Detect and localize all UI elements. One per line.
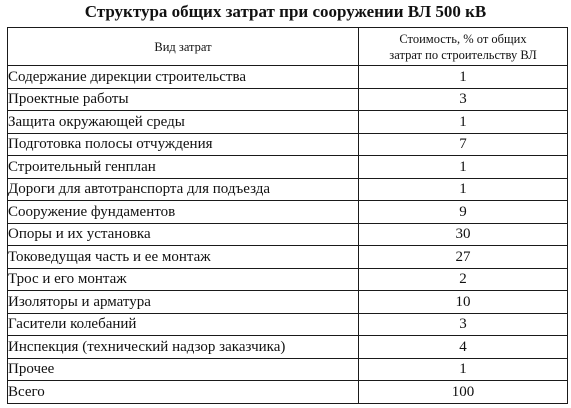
row-value: 7 <box>359 133 568 156</box>
row-value: 1 <box>359 156 568 179</box>
row-value: 1 <box>359 111 568 134</box>
table-row <box>8 223 568 246</box>
row-name: Трос и его монтаж <box>8 268 359 291</box>
table-row <box>8 291 568 314</box>
table-row <box>8 178 568 201</box>
row-name: Строительный генплан <box>8 156 359 179</box>
row-name: Изоляторы и арматура <box>8 291 359 314</box>
row-name: Содержание дирекции строительства <box>8 66 359 89</box>
header-cost-percent-line2: затрат по строительству ВЛ <box>389 47 537 62</box>
table-row <box>8 133 568 156</box>
table-row <box>8 88 568 111</box>
table-row <box>8 358 568 381</box>
row-name: Опоры и их установка <box>8 223 359 246</box>
row-value: 3 <box>359 313 568 336</box>
row-name: Защита окружающей среды <box>8 111 359 134</box>
row-value: 1 <box>359 66 568 89</box>
cost-structure-table <box>7 27 568 404</box>
row-value: 27 <box>359 246 568 269</box>
row-value: 1 <box>359 358 568 381</box>
row-name: Гасители колебаний <box>8 313 359 336</box>
row-name: Токоведущая часть и ее монтаж <box>8 246 359 269</box>
row-name: Проектные работы <box>8 88 359 111</box>
row-value: 9 <box>359 201 568 224</box>
total-value: 100 <box>359 381 568 404</box>
row-name: Дороги для автотранспорта для подъезда <box>8 178 359 201</box>
table-title: Структура общих затрат при сооружении ВЛ 500 кВ <box>84 2 487 21</box>
row-name: Сооружение фундаментов <box>8 201 359 224</box>
total-label: Всего <box>8 381 359 404</box>
table-row <box>8 313 568 336</box>
row-value: 30 <box>359 223 568 246</box>
header-cost-percent <box>359 28 568 66</box>
row-value: 10 <box>359 291 568 314</box>
row-value: 3 <box>359 88 568 111</box>
row-name: Подготовка полосы отчуждения <box>8 133 359 156</box>
header-row <box>8 28 568 66</box>
row-value: 2 <box>359 268 568 291</box>
header-cost-percent-line1: Стоимость, % от общих <box>399 31 527 46</box>
table-row <box>8 246 568 269</box>
total-row <box>8 381 568 404</box>
table-row <box>8 336 568 359</box>
header-cost-type: Вид затрат <box>8 28 359 66</box>
row-value: 1 <box>359 178 568 201</box>
table-row <box>8 156 568 179</box>
row-name: Инспекция (технический надзор заказчика) <box>8 336 359 359</box>
row-name: Прочее <box>8 358 359 381</box>
table-row <box>8 66 568 89</box>
table-row <box>8 268 568 291</box>
table-row <box>8 111 568 134</box>
table-row <box>8 201 568 224</box>
row-value: 4 <box>359 336 568 359</box>
